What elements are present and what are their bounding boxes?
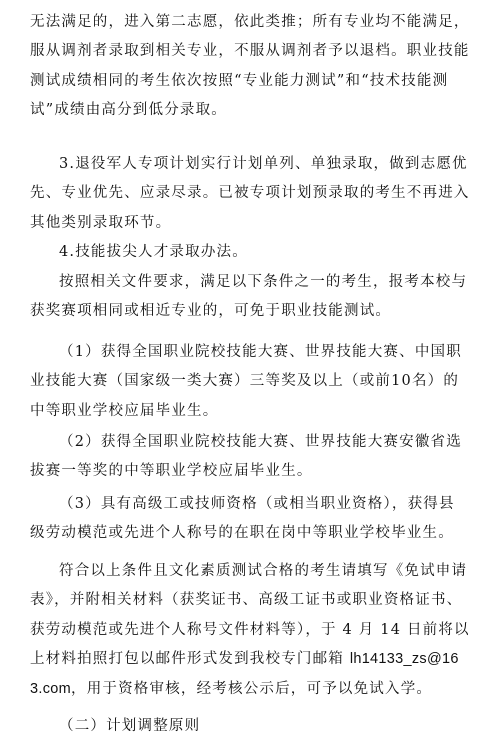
paragraph-skill-talent-heading: 4.技能拔尖人才录取办法。 xyxy=(59,244,248,260)
paragraph-condition-3: （3）具有高级工或技师资格（或相当职业资格），获得县级劳动模范或先进个人称号的在职在岗中等职业学校毕业生。 xyxy=(30,496,455,542)
application-text-before-email: 符合以上条件且文化素质测试合格的考生请填写《免试申请表》，并附相关材料（获奖证书、高级工证书或职业资格证书、获劳动模范或先进个人称号文件材料等），于 4 月 14 日前将以上材料拍照打包以邮件形式发到我校专门邮箱 xyxy=(30,563,470,668)
paragraph-admission-rules-continued: 无法满足的，进入第二志愿，依此类推；所有专业均不能满足，服从调剂者录取到相关专业，不服从调剂者予以退档。职业技能测试成绩相同的考生依次按照“专业能力测试”和“技术技能测试”成绩由高分到低分录取。 xyxy=(30,14,470,119)
paragraph-application-instructions xyxy=(30,557,470,704)
email-address: lh14133_zs@163.com xyxy=(30,651,459,697)
application-text-after-email: ，用于资格审核，经考核公示后，可予以免试入学。 xyxy=(71,680,433,697)
paragraph-exemption-intro: 按照相关文件要求，满足以下条件之一的考生，报考本校与获奖赛项相同或相近专业的，可免于职业技能测试。 xyxy=(30,274,468,320)
paragraph-condition-2: （2）获得全国职业院校技能大赛、世界技能大赛安徽省选拔赛一等奖的中等职业学校应届毕业生。 xyxy=(30,434,462,480)
section-heading-plan-adjustment: （二）计划调整原则 xyxy=(59,718,201,734)
paragraph-veterans-plan: 3.退役军人专项计划实行计划单列、单独录取，做到志愿优先、专业优先、应录尽录。已被专项计划预录取的考生不再进入其他类别录取环节。 xyxy=(30,156,470,231)
paragraph-condition-1: （1）获得全国职业院校技能大赛、世界技能大赛、中国职业技能大赛（国家级一类大赛）三等奖及以上（或前10名）的中等职业学校应届毕业生。 xyxy=(30,344,462,419)
